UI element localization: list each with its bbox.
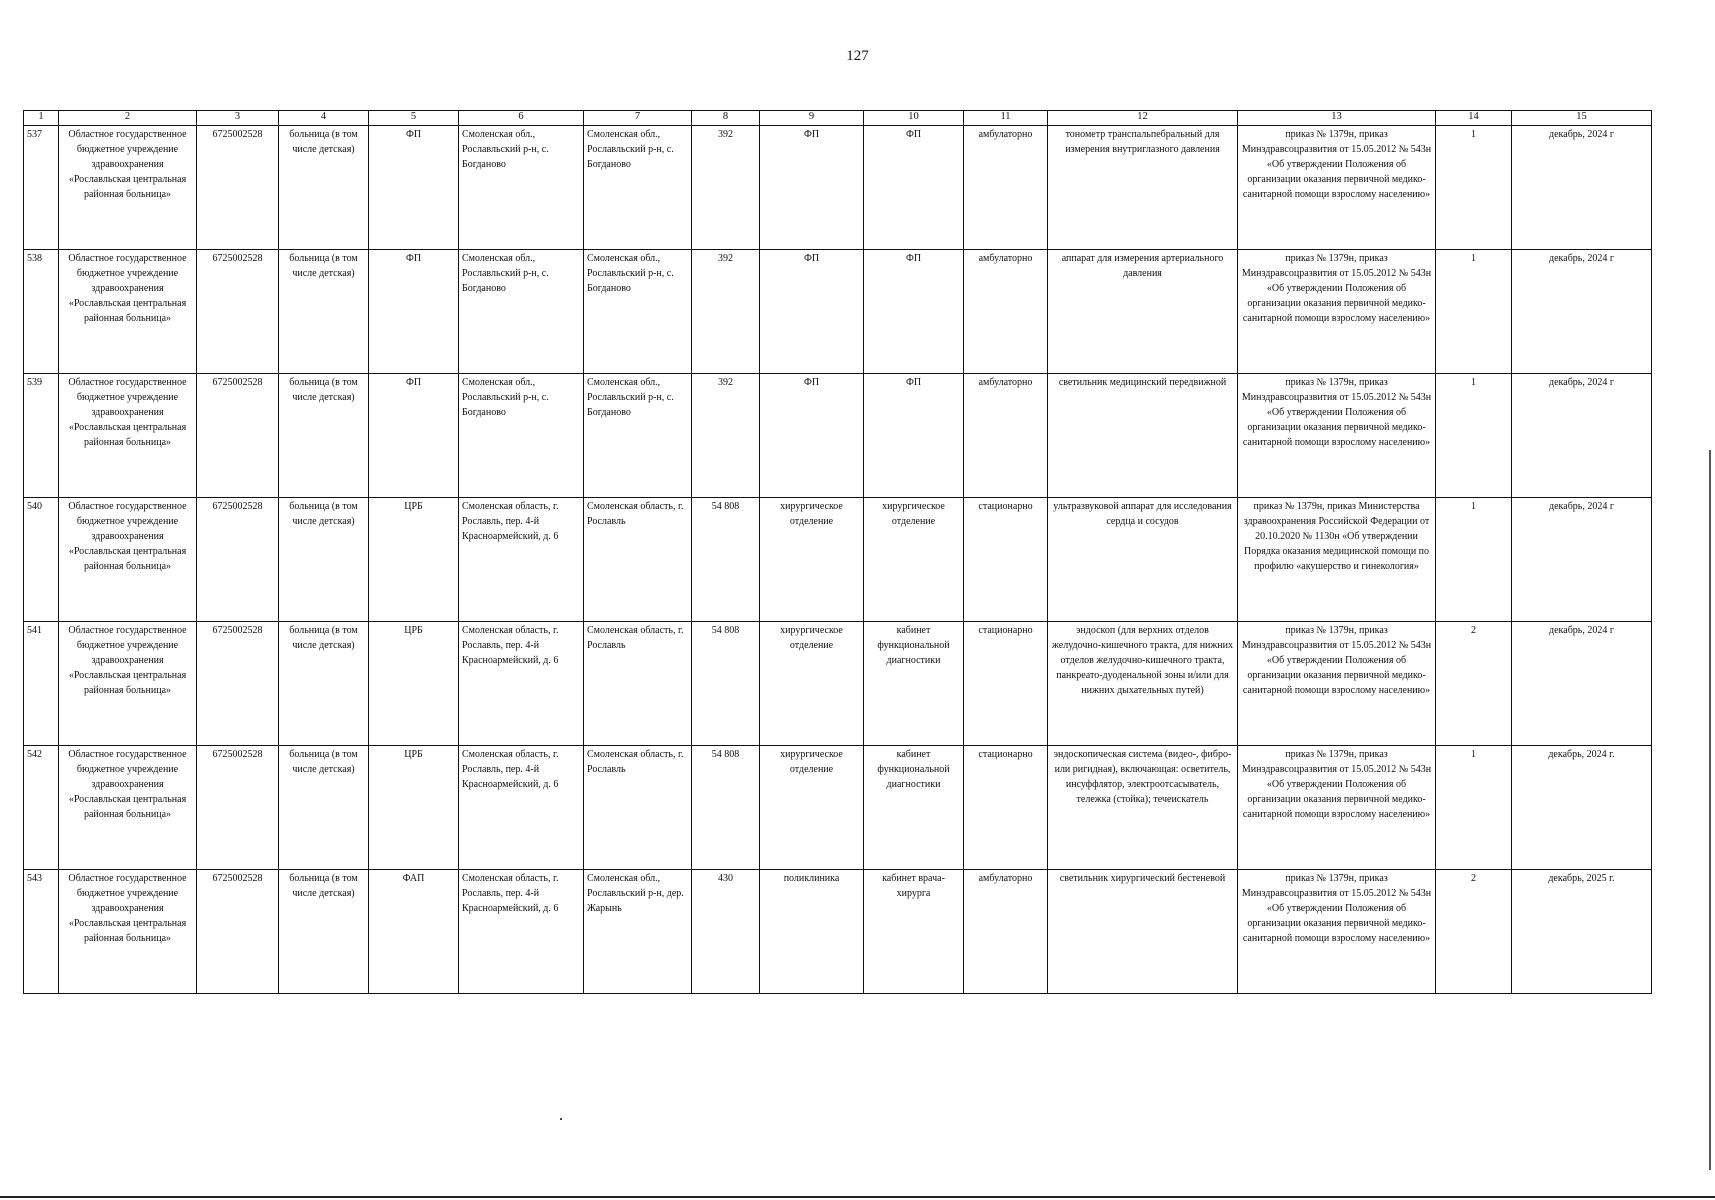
column-number-row bbox=[24, 111, 1652, 126]
location-address-cell: Смоленская обл., Рославльский р-н, с. Богданово bbox=[584, 126, 692, 250]
department-cell: ФП bbox=[760, 250, 864, 374]
column-header: 10 bbox=[864, 111, 964, 126]
equipment-register-table bbox=[23, 110, 1652, 994]
column-header: 1 bbox=[24, 111, 59, 126]
legal-address-cell: Смоленская область, г. Рославль, пер. 4-й Красноармейский, д. 6 bbox=[459, 870, 584, 994]
room-cell: кабинет врача-хирурга bbox=[864, 870, 964, 994]
care-mode-cell: амбулаторно bbox=[964, 126, 1048, 250]
organization-cell: Областное государственное бюджетное учреждение здравоохранения «Рославльская центральная районная больница» bbox=[59, 746, 197, 870]
equipment-cell: ультразвуковой аппарат для исследования сердца и сосудов bbox=[1048, 498, 1238, 622]
deadline-cell: декабрь, 2024 г bbox=[1512, 622, 1652, 746]
unit-type-cell: ФП bbox=[369, 250, 459, 374]
facility-type-cell: больница (в том числе детская) bbox=[279, 374, 369, 498]
table-row bbox=[24, 498, 1652, 622]
location-address-cell: Смоленская область, г. Рославль bbox=[584, 746, 692, 870]
table-row bbox=[24, 870, 1652, 994]
room-cell: кабинет функциональной диагностики bbox=[864, 746, 964, 870]
legal-address-cell: Смоленская обл., Рославльский р-н, с. Богданово bbox=[459, 126, 584, 250]
column-header: 11 bbox=[964, 111, 1048, 126]
population-cell: 392 bbox=[692, 250, 760, 374]
column-header: 14 bbox=[1436, 111, 1512, 126]
location-address-cell: Смоленская область, г. Рославль bbox=[584, 622, 692, 746]
inn-cell: 6725002528 bbox=[197, 126, 279, 250]
column-header: 8 bbox=[692, 111, 760, 126]
equipment-cell: эндоскопическая система (видео-, фибро- или ригидная), включающая: осветитель, инсуффлятор, электроотсасыватель, тележка (стойка); течеискатель bbox=[1048, 746, 1238, 870]
legal-address-cell: Смоленская область, г. Рославль, пер. 4-й Красноармейский, д. 6 bbox=[459, 622, 584, 746]
department-cell: хирургическое отделение bbox=[760, 746, 864, 870]
scan-edge-line bbox=[1709, 450, 1711, 1170]
population-cell: 430 bbox=[692, 870, 760, 994]
quantity-cell: 1 bbox=[1436, 250, 1512, 374]
column-header: 15 bbox=[1512, 111, 1652, 126]
order-reference-cell: приказ № 1379н, приказ Минздравсоцразвития от 15.05.2012 № 543н «Об утверждении Положения об организации оказания первичной медико-санитарной помощи взрослому населению» bbox=[1238, 622, 1436, 746]
care-mode-cell: стационарно bbox=[964, 498, 1048, 622]
order-reference-cell: приказ № 1379н, приказ Минздравсоцразвития от 15.05.2012 № 543н «Об утверждении Положения об организации оказания первичной медико-санитарной помощи взрослому населению» bbox=[1238, 870, 1436, 994]
order-reference-cell: приказ № 1379н, приказ Минздравсоцразвития от 15.05.2012 № 543н «Об утверждении Положения об организации оказания первичной медико-санитарной помощи взрослому населению» bbox=[1238, 746, 1436, 870]
quantity-cell: 1 bbox=[1436, 498, 1512, 622]
department-cell: ФП bbox=[760, 374, 864, 498]
care-mode-cell: амбулаторно bbox=[964, 250, 1048, 374]
legal-address-cell: Смоленская область, г. Рославль, пер. 4-й Красноармейский, д. 6 bbox=[459, 746, 584, 870]
organization-cell: Областное государственное бюджетное учреждение здравоохранения «Рославльская центральная районная больница» bbox=[59, 250, 197, 374]
order-reference-cell: приказ № 1379н, приказ Министерства здравоохранения Российской Федерации от 20.10.2020 № 1130н «Об утверждении Порядка оказания медицинской помощи по профилю «акушерство и гинекология» bbox=[1238, 498, 1436, 622]
population-cell: 54 808 bbox=[692, 622, 760, 746]
inn-cell: 6725002528 bbox=[197, 622, 279, 746]
table-row bbox=[24, 746, 1652, 870]
facility-type-cell: больница (в том числе детская) bbox=[279, 870, 369, 994]
equipment-cell: эндоскоп (для верхних отделов желудочно-кишечного тракта, для нижних отделов желудочно-кишечного тракта, панкреато-дуоденальной зоны и/или для нижних дыхательных путей) bbox=[1048, 622, 1238, 746]
equipment-cell: аппарат для измерения артериального давления bbox=[1048, 250, 1238, 374]
equipment-cell: светильник хирургический бестеневой bbox=[1048, 870, 1238, 994]
row-number-cell: 538 bbox=[24, 250, 59, 374]
room-cell: хирургическое отделение bbox=[864, 498, 964, 622]
legal-address-cell: Смоленская обл., Рославльский р-н, с. Богданово bbox=[459, 374, 584, 498]
column-header: 9 bbox=[760, 111, 864, 126]
location-address-cell: Смоленская обл., Рославльский р-н, с. Богданово bbox=[584, 374, 692, 498]
column-header: 6 bbox=[459, 111, 584, 126]
location-address-cell: Смоленская область, г. Рославль bbox=[584, 498, 692, 622]
population-cell: 54 808 bbox=[692, 746, 760, 870]
unit-type-cell: ФП bbox=[369, 374, 459, 498]
room-cell: ФП bbox=[864, 126, 964, 250]
room-cell: кабинет функциональной диагностики bbox=[864, 622, 964, 746]
organization-cell: Областное государственное бюджетное учреждение здравоохранения «Рославльская центральная районная больница» bbox=[59, 870, 197, 994]
room-cell: ФП bbox=[864, 250, 964, 374]
order-reference-cell: приказ № 1379н, приказ Минздравсоцразвития от 15.05.2012 № 543н «Об утверждении Положения об организации оказания первичной медико-санитарной помощи взрослому населению» bbox=[1238, 126, 1436, 250]
column-header: 5 bbox=[369, 111, 459, 126]
population-cell: 392 bbox=[692, 126, 760, 250]
column-header: 7 bbox=[584, 111, 692, 126]
row-number-cell: 539 bbox=[24, 374, 59, 498]
department-cell: хирургическое отделение bbox=[760, 498, 864, 622]
row-number-cell: 542 bbox=[24, 746, 59, 870]
deadline-cell: декабрь, 2024 г bbox=[1512, 126, 1652, 250]
row-number-cell: 540 bbox=[24, 498, 59, 622]
population-cell: 392 bbox=[692, 374, 760, 498]
column-header: 2 bbox=[59, 111, 197, 126]
organization-cell: Областное государственное бюджетное учреждение здравоохранения «Рославльская центральная районная больница» bbox=[59, 622, 197, 746]
page-number: 127 bbox=[846, 48, 869, 64]
inn-cell: 6725002528 bbox=[197, 250, 279, 374]
department-cell: поликлиника bbox=[760, 870, 864, 994]
inn-cell: 6725002528 bbox=[197, 374, 279, 498]
scan-bottom-edge bbox=[0, 1196, 1715, 1198]
unit-type-cell: ЦРБ bbox=[369, 498, 459, 622]
population-cell: 54 808 bbox=[692, 498, 760, 622]
care-mode-cell: амбулаторно bbox=[964, 870, 1048, 994]
inn-cell: 6725002528 bbox=[197, 746, 279, 870]
column-header: 3 bbox=[197, 111, 279, 126]
quantity-cell: 1 bbox=[1436, 746, 1512, 870]
table-row bbox=[24, 622, 1652, 746]
facility-type-cell: больница (в том числе детская) bbox=[279, 622, 369, 746]
facility-type-cell: больница (в том числе детская) bbox=[279, 746, 369, 870]
equipment-cell: светильник медицинский передвижной bbox=[1048, 374, 1238, 498]
quantity-cell: 2 bbox=[1436, 622, 1512, 746]
deadline-cell: декабрь, 2024 г bbox=[1512, 374, 1652, 498]
inn-cell: 6725002528 bbox=[197, 870, 279, 994]
location-address-cell: Смоленская обл., Рославльский р-н, дер. Жарынь bbox=[584, 870, 692, 994]
row-number-cell: 537 bbox=[24, 126, 59, 250]
column-header: 4 bbox=[279, 111, 369, 126]
organization-cell: Областное государственное бюджетное учреждение здравоохранения «Рославльская центральная районная больница» bbox=[59, 374, 197, 498]
facility-type-cell: больница (в том числе детская) bbox=[279, 498, 369, 622]
deadline-cell: декабрь, 2024 г bbox=[1512, 250, 1652, 374]
equipment-cell: тонометр транспальпебральный для измерения внутриглазного давления bbox=[1048, 126, 1238, 250]
organization-cell: Областное государственное бюджетное учреждение здравоохранения «Рославльская центральная районная больница» bbox=[59, 126, 197, 250]
unit-type-cell: ФП bbox=[369, 126, 459, 250]
row-number-cell: 541 bbox=[24, 622, 59, 746]
unit-type-cell: ЦРБ bbox=[369, 746, 459, 870]
column-header: 13 bbox=[1238, 111, 1436, 126]
care-mode-cell: амбулаторно bbox=[964, 374, 1048, 498]
unit-type-cell: ФАП bbox=[369, 870, 459, 994]
facility-type-cell: больница (в том числе детская) bbox=[279, 250, 369, 374]
column-header: 12 bbox=[1048, 111, 1238, 126]
unit-type-cell: ЦРБ bbox=[369, 622, 459, 746]
care-mode-cell: стационарно bbox=[964, 622, 1048, 746]
quantity-cell: 1 bbox=[1436, 126, 1512, 250]
order-reference-cell: приказ № 1379н, приказ Минздравсоцразвития от 15.05.2012 № 543н «Об утверждении Положения об организации оказания первичной медико-санитарной помощи взрослому населению» bbox=[1238, 374, 1436, 498]
quantity-cell: 2 bbox=[1436, 870, 1512, 994]
quantity-cell: 1 bbox=[1436, 374, 1512, 498]
care-mode-cell: стационарно bbox=[964, 746, 1048, 870]
scan-speck bbox=[560, 1118, 562, 1120]
table-row bbox=[24, 374, 1652, 498]
deadline-cell: декабрь, 2025 г. bbox=[1512, 870, 1652, 994]
order-reference-cell: приказ № 1379н, приказ Минздравсоцразвития от 15.05.2012 № 543н «Об утверждении Положения об организации оказания первичной медико-санитарной помощи взрослому населению» bbox=[1238, 250, 1436, 374]
department-cell: ФП bbox=[760, 126, 864, 250]
organization-cell: Областное государственное бюджетное учреждение здравоохранения «Рославльская центральная районная больница» bbox=[59, 498, 197, 622]
legal-address-cell: Смоленская обл., Рославльский р-н, с. Богданово bbox=[459, 250, 584, 374]
deadline-cell: декабрь, 2024 г bbox=[1512, 498, 1652, 622]
deadline-cell: декабрь, 2024 г. bbox=[1512, 746, 1652, 870]
table-row bbox=[24, 250, 1652, 374]
room-cell: ФП bbox=[864, 374, 964, 498]
location-address-cell: Смоленская обл., Рославльский р-н, с. Богданово bbox=[584, 250, 692, 374]
row-number-cell: 543 bbox=[24, 870, 59, 994]
inn-cell: 6725002528 bbox=[197, 498, 279, 622]
facility-type-cell: больница (в том числе детская) bbox=[279, 126, 369, 250]
legal-address-cell: Смоленская область, г. Рославль, пер. 4-й Красноармейский, д. 6 bbox=[459, 498, 584, 622]
department-cell: хирургическое отделение bbox=[760, 622, 864, 746]
table-row bbox=[24, 126, 1652, 250]
